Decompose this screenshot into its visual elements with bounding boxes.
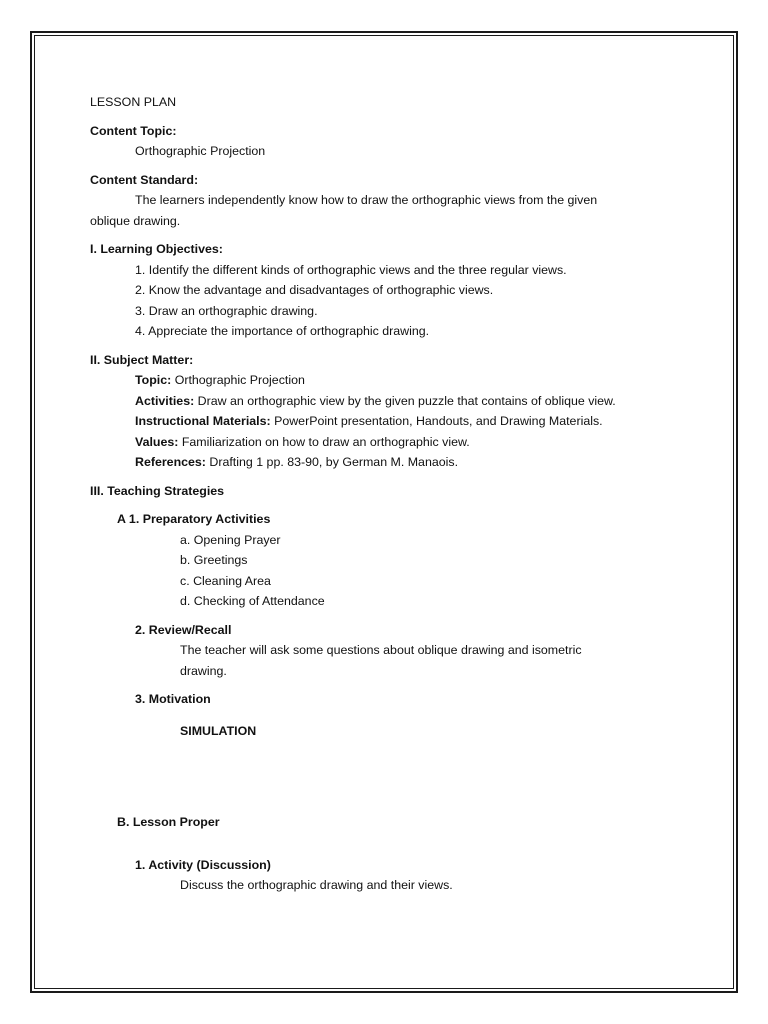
objectives-heading: I. Learning Objectives: [90,242,223,256]
content-standard-line2: oblique drawing. [90,213,181,228]
objective-item: 3. Draw an orthographic drawing. [135,303,318,318]
preparatory-item: c. Cleaning Area [180,573,271,588]
subject-row-value: Familiarization on how to draw an orthographic view. [178,434,470,449]
subject-matter-heading: II. Subject Matter: [90,352,194,367]
document-title: LESSON PLAN [90,95,177,109]
strategies-heading: III. Teaching Strategies [90,483,225,498]
activity-heading: 1. Activity (Discussion) [135,857,271,872]
subject-row-label: Topic: [135,373,172,387]
lesson-plan-document [90,92,680,896]
subject-row-label: Instructional Materials: [135,414,271,428]
preparatory-heading: A 1. Preparatory Activities [117,512,271,526]
subject-row-value: Orthographic Projection [171,373,305,387]
subject-row-topic [90,370,680,391]
lesson-proper-heading: B. Lesson Proper [117,815,220,829]
subject-row-materials [90,411,680,432]
subject-row-references [90,452,680,473]
activity-text: Discuss the orthographic drawing and their views. [180,878,453,892]
subject-row-value: PowerPoint presentation, Handouts, and Drawing Materials. [270,414,603,428]
subject-row-label: References: [135,455,206,469]
subject-row-value: Draw an orthographic view by the given puzzle that contains of oblique view. [194,393,616,408]
review-line2: drawing. [180,663,227,678]
motivation-heading: 3. Motivation [135,692,211,706]
content-topic-label: Content Topic: [90,123,177,138]
review-line1: The teacher will ask some questions about oblique drawing and isometric [180,643,582,657]
content-standard-label: Content Standard: [90,172,199,187]
review-heading: 2. Review/Recall [135,622,232,637]
subject-row-activities [90,391,680,412]
objective-item: 4. Appreciate the importance of orthographic drawing. [135,324,430,338]
motivation-value: SIMULATION [180,723,257,738]
content-topic-value: Orthographic Projection [135,144,266,158]
objective-item: 2. Know the advantage and disadvantages of orthographic views. [135,283,494,297]
preparatory-item: d. Checking of Attendance [180,594,325,608]
subject-row-values [90,432,680,453]
content-standard-line1: The learners independently know how to draw the orthographic views from the given [135,193,598,207]
subject-row-label: Values: [135,434,179,449]
objective-item: 1. Identify the different kinds of orthographic views and the three regular views. [135,262,567,277]
subject-row-value: Drafting 1 pp. 83-90, by German M. Manaois. [205,455,459,469]
preparatory-item: b. Greetings [180,553,248,567]
subject-row-label: Activities: [135,393,195,408]
preparatory-item: a. Opening Prayer [180,532,281,547]
